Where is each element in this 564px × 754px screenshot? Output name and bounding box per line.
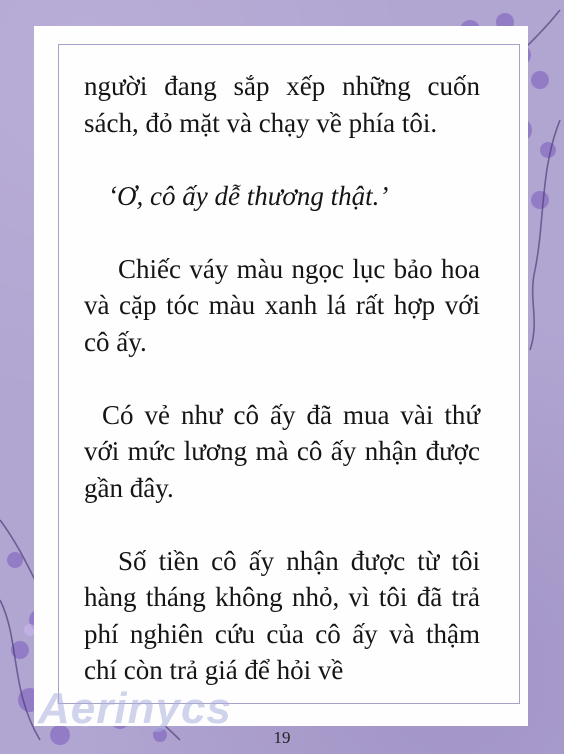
page-text bbox=[84, 68, 480, 689]
paragraph-thought: ‘Ơ, cô ấy dễ thương thật.’ bbox=[108, 180, 389, 211]
paragraph: người đang sắp xếp những cuốn sách, đỏ mặt và chạy về phía tôi. bbox=[84, 71, 480, 138]
page-number: 19 bbox=[273, 728, 291, 747]
paragraph: Chiếc váy màu ngọc lục bảo hoa và cặp tóc màu xanh lá rất hợp với cô ấy. bbox=[84, 253, 480, 357]
paragraph: Có vẻ như cô ấy đã mua vài thứ với mức lương mà cô ấy nhận được gần đây. bbox=[84, 399, 480, 503]
paragraph: Số tiền cô ấy nhận được từ tôi hàng tháng không nhỏ, vì tôi đã trả phí nghiên cứu của cô ấy và thậm chí còn trả giá để hỏi về bbox=[84, 545, 480, 685]
watermark-logo: Aerinycs bbox=[38, 684, 232, 733]
